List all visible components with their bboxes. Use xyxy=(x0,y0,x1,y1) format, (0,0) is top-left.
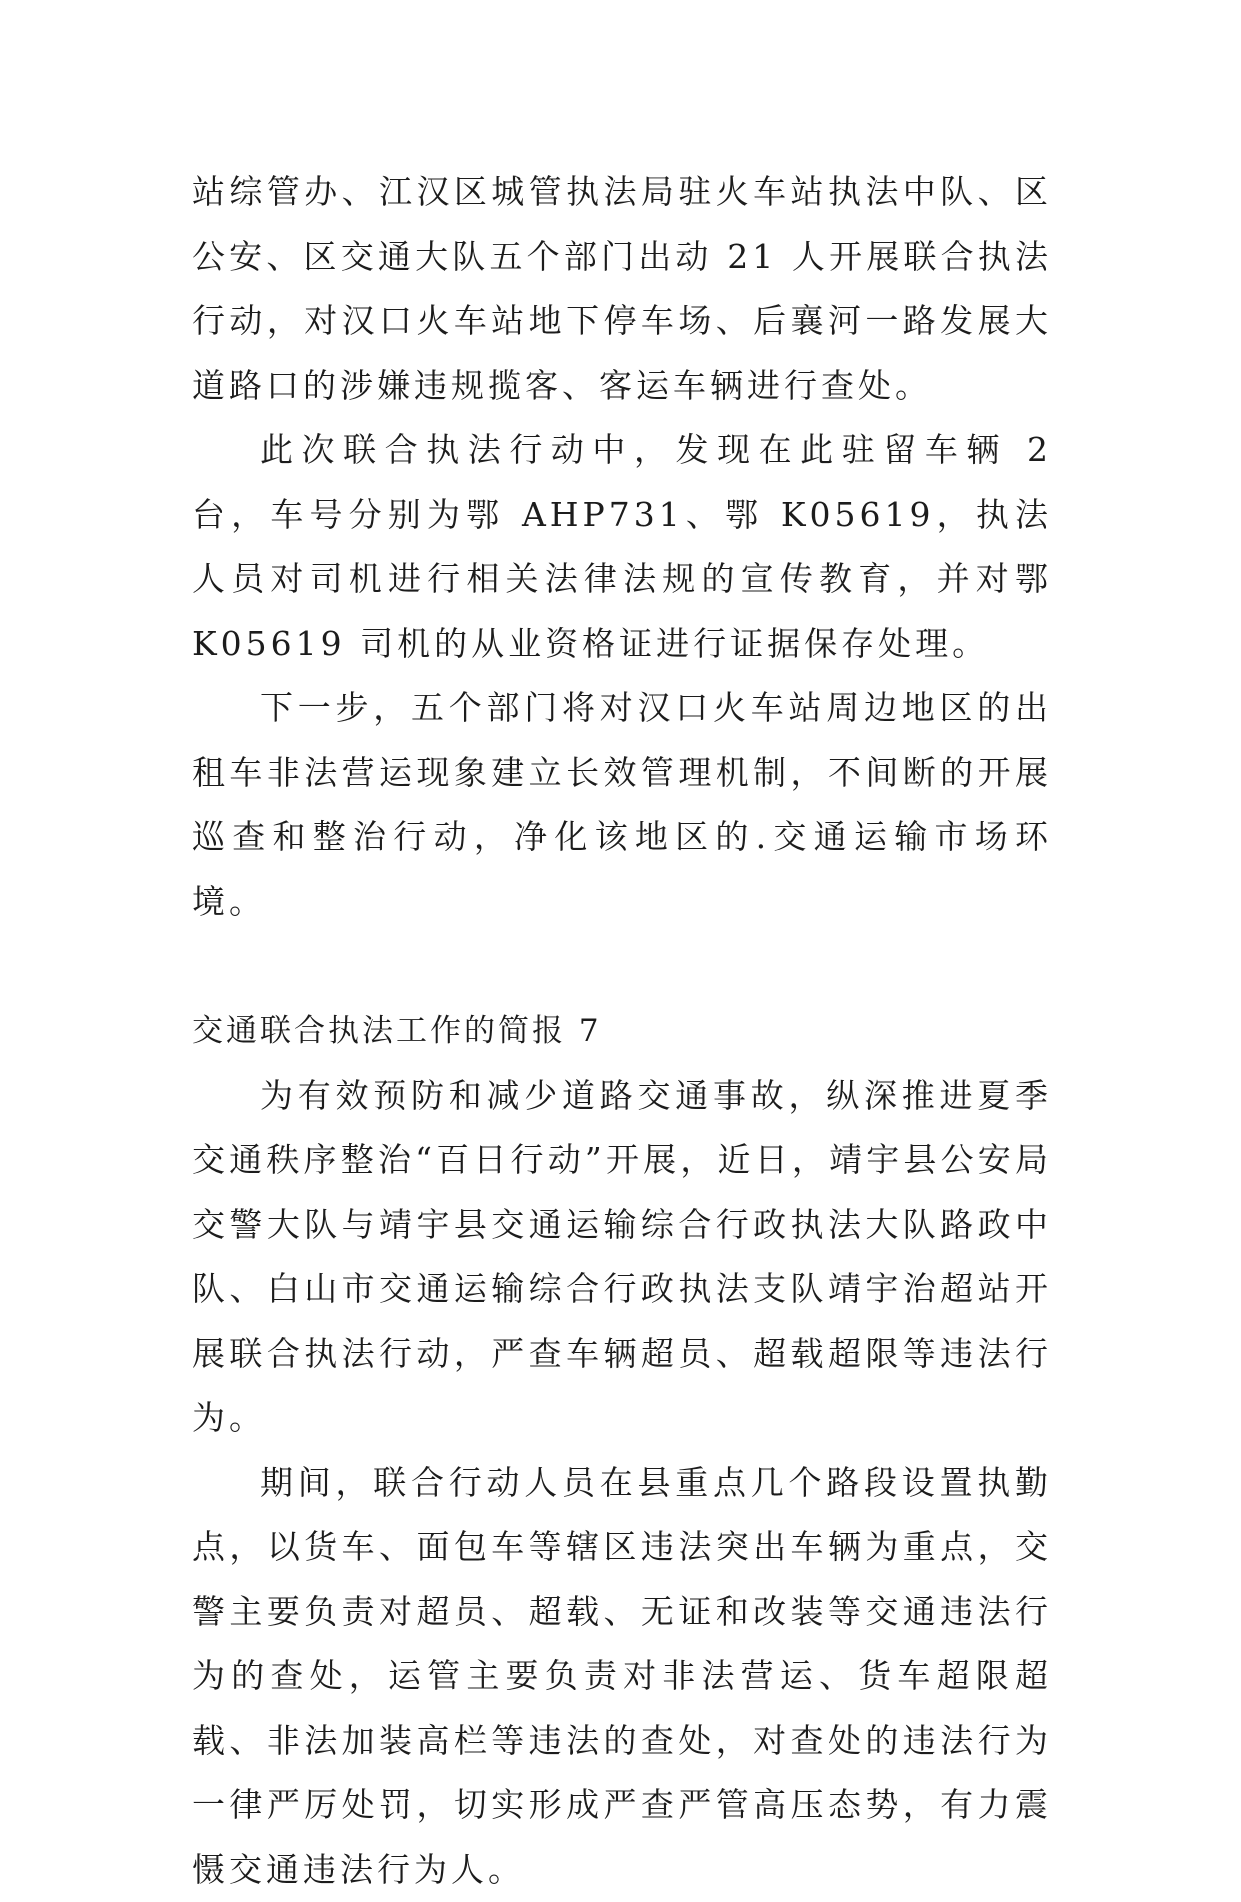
paragraph-continuation: 站综管办、江汉区城管执法局驻火车站执法中队、区公安、区交通大队五个部门出动 21 人开展联合执法行动，对汉口火车站地下停车场、后襄河一路发展大道路口的涉嫌违规揽客、客运车辆进行查处。 xyxy=(192,160,1052,418)
paragraph-vehicles-found: 此次联合执法行动中，发现在此驻留车辆 2 台，车号分别为鄂 AHP731、鄂 K05619，执法人员对司机进行相关法律法规的宣传教育，并对鄂 K05619 司机的从业资格证进行证据保存处理。 xyxy=(192,418,1052,676)
paragraph-next-step: 下一步，五个部门将对汉口火车站周边地区的出租车非法营运现象建立长效管理机制，不间断的开展巡查和整治行动，净化该地区的.交通运输市场环境。 xyxy=(192,676,1052,934)
section-heading: 交通联合执法工作的简报 7 xyxy=(192,999,1052,1064)
paragraph-joint-action: 为有效预防和减少道路交通事故，纵深推进夏季交通秩序整治“百日行动”开展，近日，靖宇县公安局交警大队与靖宇县交通运输综合行政执法大队路政中队、白山市交通运输综合行政执法支队靖宇治超站开展联合执法行动，严查车辆超员、超载超限等违法行为。 xyxy=(192,1064,1052,1451)
paragraph-duty-points: 期间，联合行动人员在县重点几个路段设置执勤点，以货车、面包车等辖区违法突出车辆为重点，交警主要负责对超员、超载、无证和改装等交通违法行为的查处，运管主要负责对非法营运、货车超限超载、非法加装高栏等违法的查处，对查处的违法行为一律严厉处罚，切实形成严查严管高压态势，有力震慑交通违法行为人。 xyxy=(192,1451,1052,1902)
document-body xyxy=(192,160,1052,1902)
